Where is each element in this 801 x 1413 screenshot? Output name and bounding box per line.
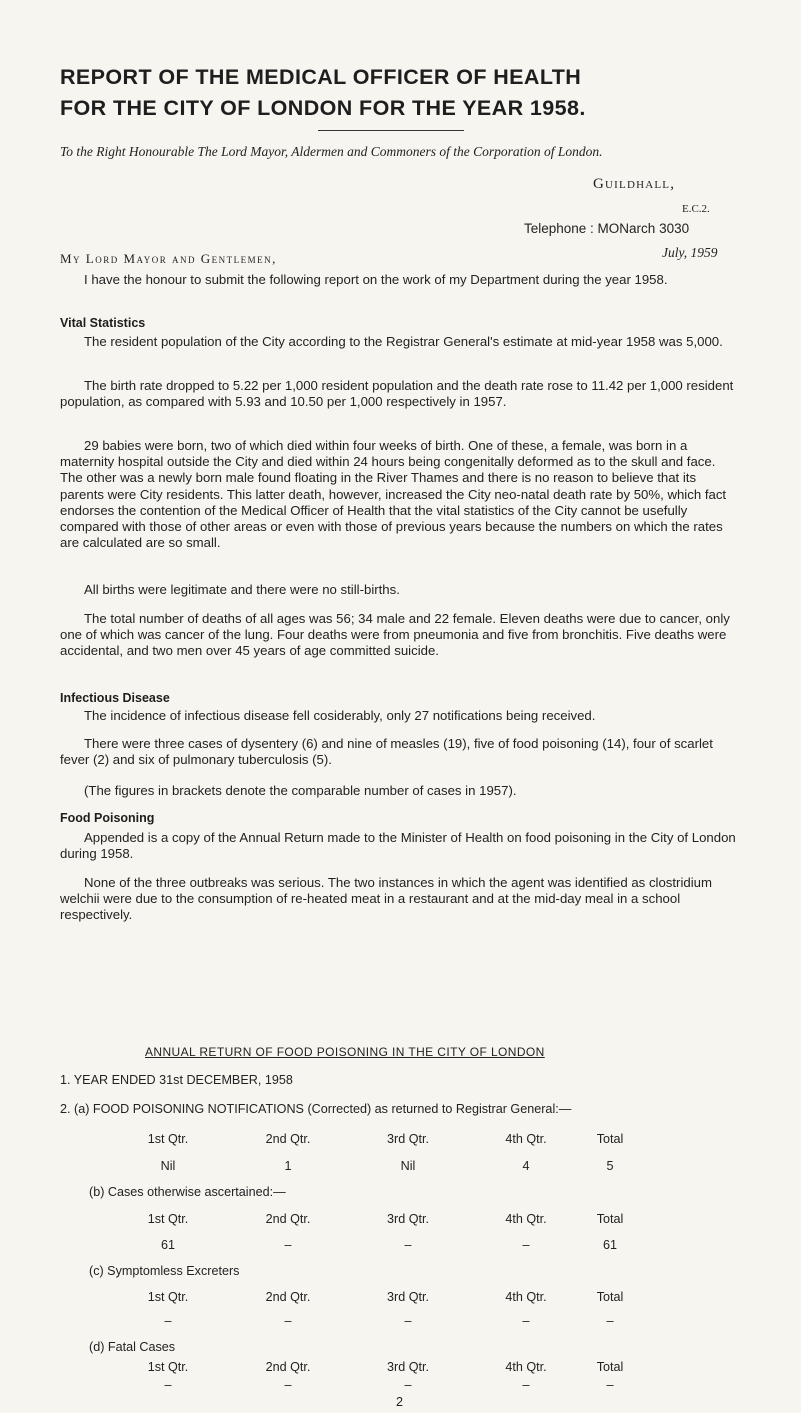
- table-header: 3rd Qtr.: [387, 1132, 429, 1146]
- table-header: 2nd Qtr.: [265, 1360, 311, 1374]
- infectious-paragraph-1: The incidence of infectious disease fell cosiderably, only 27 notifications being received.: [84, 708, 596, 723]
- table-cell: –: [606, 1378, 614, 1392]
- table-cell: –: [404, 1378, 412, 1392]
- address-to: To the Right Honourable The Lord Mayor, Aldermen and Commoners of the Corporation of London.: [60, 144, 603, 159]
- table-header: Total: [596, 1360, 624, 1374]
- table-header: 1st Qtr.: [147, 1360, 189, 1374]
- table-cell: 61: [160, 1238, 175, 1252]
- food-paragraph-1: Appended is a copy of the Annual Return made to the Minister of Health on food poisoning in the City of London during 1958.: [60, 830, 736, 862]
- table-header: 4th Qtr.: [505, 1290, 547, 1304]
- salutation: My Lord Mayor and Gentlemen,: [60, 251, 277, 266]
- annual-return-item-2: 2. (a) FOOD POISONING NOTIFICATIONS (Corrected) as returned to Registrar General:—: [60, 1102, 572, 1116]
- table-cell: 61: [602, 1238, 617, 1252]
- table-header: 2nd Qtr.: [265, 1212, 311, 1226]
- title-rule: [318, 130, 464, 131]
- vital-paragraph-5: The total number of deaths of all ages was 56; 34 male and 22 female. Eleven deaths were due to cancer, only one of which was cancer of the lung. Four deaths were from pneumonia and five from bronchitis. Five deaths were accidental, and two men over 45 years of age committed suicide.: [60, 611, 730, 659]
- table-header: Total: [596, 1212, 624, 1226]
- vital-paragraph-1: The resident population of the City according to the Registrar General's estimate at mid-year 1958 was 5,000.: [84, 334, 723, 349]
- table-header: 3rd Qtr.: [387, 1212, 429, 1226]
- table-cell: –: [522, 1314, 530, 1328]
- table-cell: Nil: [160, 1159, 176, 1173]
- letterhead-telephone: Telephone : MONarch 3030: [524, 221, 690, 236]
- infectious-paragraph-2: There were three cases of dysentery (6) and nine of measles (19), five of food poisoning (14), four of scarlet fever (2) and six of pulmonary tuberculosis (5).: [60, 736, 713, 768]
- table-header: Total: [596, 1290, 624, 1304]
- table-cell: –: [164, 1378, 172, 1392]
- title-line-2: FOR THE CITY OF LONDON FOR THE YEAR 1958.: [60, 96, 586, 120]
- letterhead-postcode: E.C.2.: [682, 203, 710, 215]
- section-label-b: (b) Cases otherwise ascertained:—: [89, 1185, 286, 1199]
- infectious-disease-heading: Infectious Disease: [60, 691, 170, 705]
- table-cell: 1: [284, 1159, 292, 1173]
- page-number: 2: [396, 1395, 404, 1409]
- table-header: 1st Qtr.: [147, 1212, 189, 1226]
- table-cell: 4: [522, 1159, 530, 1173]
- table-header: Total: [596, 1132, 624, 1146]
- food-poisoning-heading: Food Poisoning: [60, 811, 155, 825]
- title-line-1: REPORT OF THE MEDICAL OFFICER OF HEALTH: [60, 65, 582, 89]
- table-cell: –: [284, 1238, 292, 1252]
- table-header: 1st Qtr.: [147, 1132, 189, 1146]
- table-cell: Nil: [400, 1159, 416, 1173]
- vital-statistics-heading: Vital Statistics: [60, 316, 146, 330]
- table-header: 3rd Qtr.: [387, 1290, 429, 1304]
- table-header: 2nd Qtr.: [265, 1132, 311, 1146]
- annual-return-item-1: 1. YEAR ENDED 31st DECEMBER, 1958: [60, 1073, 293, 1087]
- table-cell: –: [164, 1314, 172, 1328]
- table-header: 4th Qtr.: [505, 1132, 547, 1146]
- vital-paragraph-2: The birth rate dropped to 5.22 per 1,000 resident population and the death rate rose to 11.42 per 1,000 resident population, as compared with 5.93 and 10.50 per 1,000 respectively in 1957.: [60, 378, 734, 410]
- intro-paragraph: I have the honour to submit the following report on the work of my Department during the year 1958.: [84, 272, 668, 287]
- letterhead-date: July, 1959: [662, 245, 718, 260]
- table-cell: 5: [606, 1159, 614, 1173]
- table-cell: –: [284, 1314, 292, 1328]
- letterhead-guildhall: Guildhall,: [593, 176, 676, 192]
- table-cell: –: [522, 1238, 530, 1252]
- table-cell: –: [522, 1378, 530, 1392]
- annual-return-heading: ANNUAL RETURN OF FOOD POISONING IN THE CITY OF LONDON: [145, 1045, 545, 1059]
- table-header: 3rd Qtr.: [387, 1360, 429, 1374]
- table-header: 4th Qtr.: [505, 1212, 547, 1226]
- table-cell: –: [606, 1314, 614, 1328]
- section-label-d: (d) Fatal Cases: [89, 1340, 176, 1354]
- vital-paragraph-3: 29 babies were born, two of which died within four weeks of birth. One of these, a female, was born in a maternity hospital outside the City and died within 24 hours being congenitally deformed as to the skull and face. The other was a newly born male found floating in the River Thames and there is no reason to believe that its parents were City residents. This latter death, however, increased the City neo-natal death rate by 50%, which fact endorses the contention of the Medical Officer of Health that the vital statistics of the City cannot be usefully compared with those of other areas or even with those of previous years because the numbers on which the rates are calculated are so small.: [60, 438, 727, 551]
- table-header: 1st Qtr.: [147, 1290, 189, 1304]
- table-cell: –: [404, 1238, 412, 1252]
- vital-paragraph-4: All births were legitimate and there were no still-births.: [84, 582, 400, 597]
- section-label-c: (c) Symptomless Excreters: [89, 1264, 240, 1278]
- table-header: 2nd Qtr.: [265, 1290, 311, 1304]
- table-cell: –: [284, 1378, 292, 1392]
- table-header: 4th Qtr.: [505, 1360, 547, 1374]
- table-cell: –: [404, 1314, 412, 1328]
- report-title: [60, 62, 760, 124]
- food-paragraph-2: None of the three outbreaks was serious. The two instances in which the agent was identified as clostridium welchii were due to the consumption of re-heated meat in a restaurant and at the mid-day meal in a school respectively.: [60, 875, 712, 923]
- infectious-paragraph-3: (The figures in brackets denote the comparable number of cases in 1957).: [84, 783, 517, 798]
